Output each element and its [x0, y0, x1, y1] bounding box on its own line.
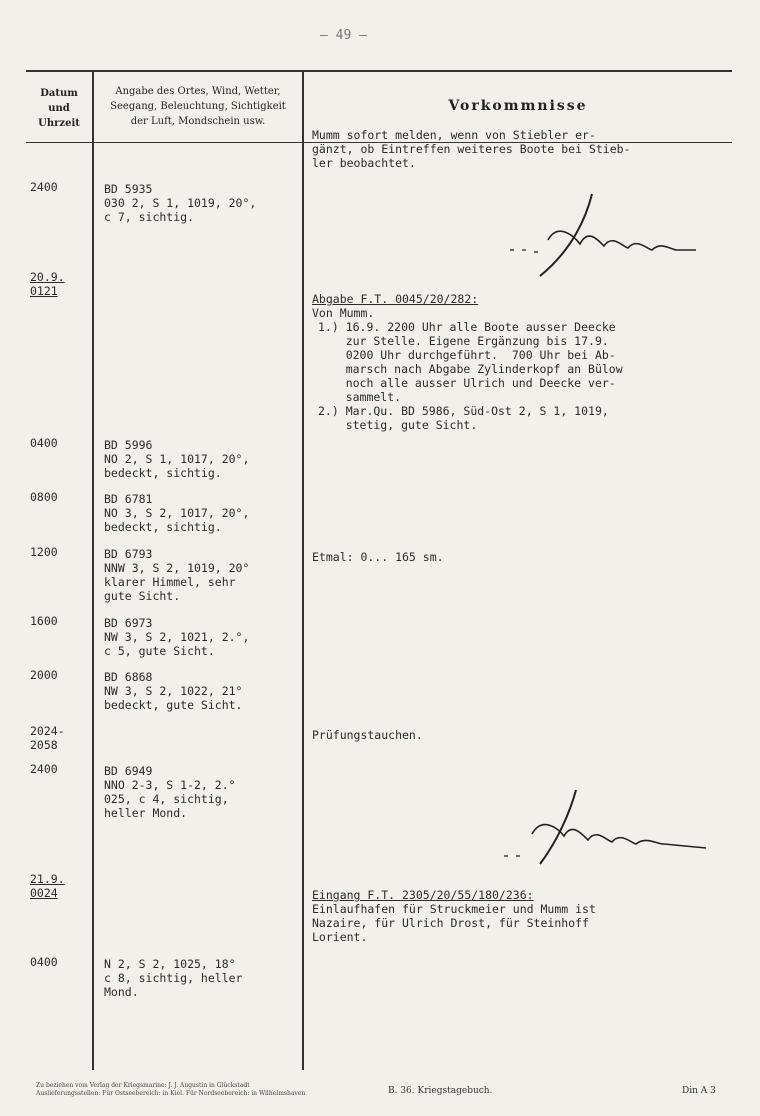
header-datum: Datum und Uhrzeit: [38, 88, 80, 129]
entry-text: Mumm sofort melden, wenn von Stiebler er- gänzt, ob Eintreffen weiteres Boote bei Stieb- ler beobachtet.: [312, 128, 631, 170]
date-cell: 0400: [30, 955, 58, 969]
entry-text: 1.) 16.9. 2200 Uhr alle Boote ausser Deecke zur Stelle. Eigene Ergänzung bis 17.9. 0200 Uhr durchgeführt. 700 Uhr bei Ab- marsch nach Abgabe Zylinderkopf an Bülow noch alle ausser Ulrich und Deecke ver- sammelt. 2.) Mar.Qu. BD 5986, Süd-Ost 2, S 1, 1019, stetig, gute Sicht.: [318, 320, 623, 432]
entry-title: Eingang F.T. 2305/20/55/180/236:: [312, 888, 534, 902]
weather-cell: BD 5996 NO 2, S 1, 1017, 20°, bedeckt, sichtig.: [104, 438, 250, 480]
header-vorkommnisse: Vorkommnisse: [448, 98, 588, 114]
column-divider-1: [92, 70, 94, 1070]
date-cell: 1200: [30, 545, 58, 559]
handwritten-signature-2: [480, 786, 720, 870]
footer-publisher: Zu beziehen vom Verlag der Kriegsmarine: J. J. Augustin in Glückstadt Auslieferungsstellen: Für Ostseebereich: in Kiel. Für Nordseebereich: in Wilhelmshaven: [36, 1082, 306, 1097]
date-cell: 2400: [30, 762, 58, 776]
date-cell: 20.9. 0121: [30, 270, 65, 298]
footer-form-id: B. 36. Kriegstagebuch.: [388, 1086, 493, 1096]
weather-cell: BD 6973 NW 3, S 2, 1021, 2.°, c 5, gute Sicht.: [104, 616, 250, 658]
weather-cell: BD 6793 NNW 3, S 2, 1019, 20° klarer Himmel, sehr gute Sicht.: [104, 547, 250, 603]
date-cell: 0800: [30, 490, 58, 504]
entry-text: Prüfungstauchen.: [312, 728, 423, 742]
date-cell: 1600: [30, 614, 58, 628]
weather-cell: BD 5935 030 2, S 1, 1019, 20°, c 7, sichtig.: [104, 182, 257, 224]
weather-cell: BD 6868 NW 3, S 2, 1022, 21° bedeckt, gute Sicht.: [104, 670, 243, 712]
date-cell: 2024- 2058: [30, 724, 65, 752]
weather-cell: N 2, S 2, 1025, 18° c 8, sichtig, heller Mond.: [104, 957, 243, 999]
weather-cell: BD 6949 NNO 2-3, S 1-2, 2.° 025, c 4, sichtig, heller Mond.: [104, 764, 236, 820]
column-divider-2: [302, 70, 304, 1070]
footer-paper-size: Din A 3: [682, 1086, 716, 1096]
weather-cell: BD 6781 NO 3, S 2, 1017, 20°, bedeckt, sichtig.: [104, 492, 250, 534]
entry-text: Einlaufhafen für Struckmeier und Mumm ist Nazaire, für Ulrich Drost, für Steinhoff Lorient.: [312, 902, 596, 944]
page-number: — 49 —: [320, 28, 367, 43]
entry-title: Abgabe F.T. 0045/20/282:: [312, 292, 479, 306]
handwritten-signature-1: [500, 188, 720, 280]
table-top-rule: [26, 70, 732, 72]
entry-from: Von Mumm.: [312, 306, 375, 320]
date-cell: 2400: [30, 180, 58, 194]
date-cell: 21.9. 0024: [30, 872, 65, 900]
date-cell: 2000: [30, 668, 58, 682]
header-angabe: Angabe des Ortes, Wind, Wetter, Seegang, Beleuchtung, Sichtigkeit der Luft, Mondschein usw.: [110, 86, 286, 127]
entry-text: Etmal: 0... 165 sm.: [312, 550, 444, 564]
date-cell: 0400: [30, 436, 58, 450]
